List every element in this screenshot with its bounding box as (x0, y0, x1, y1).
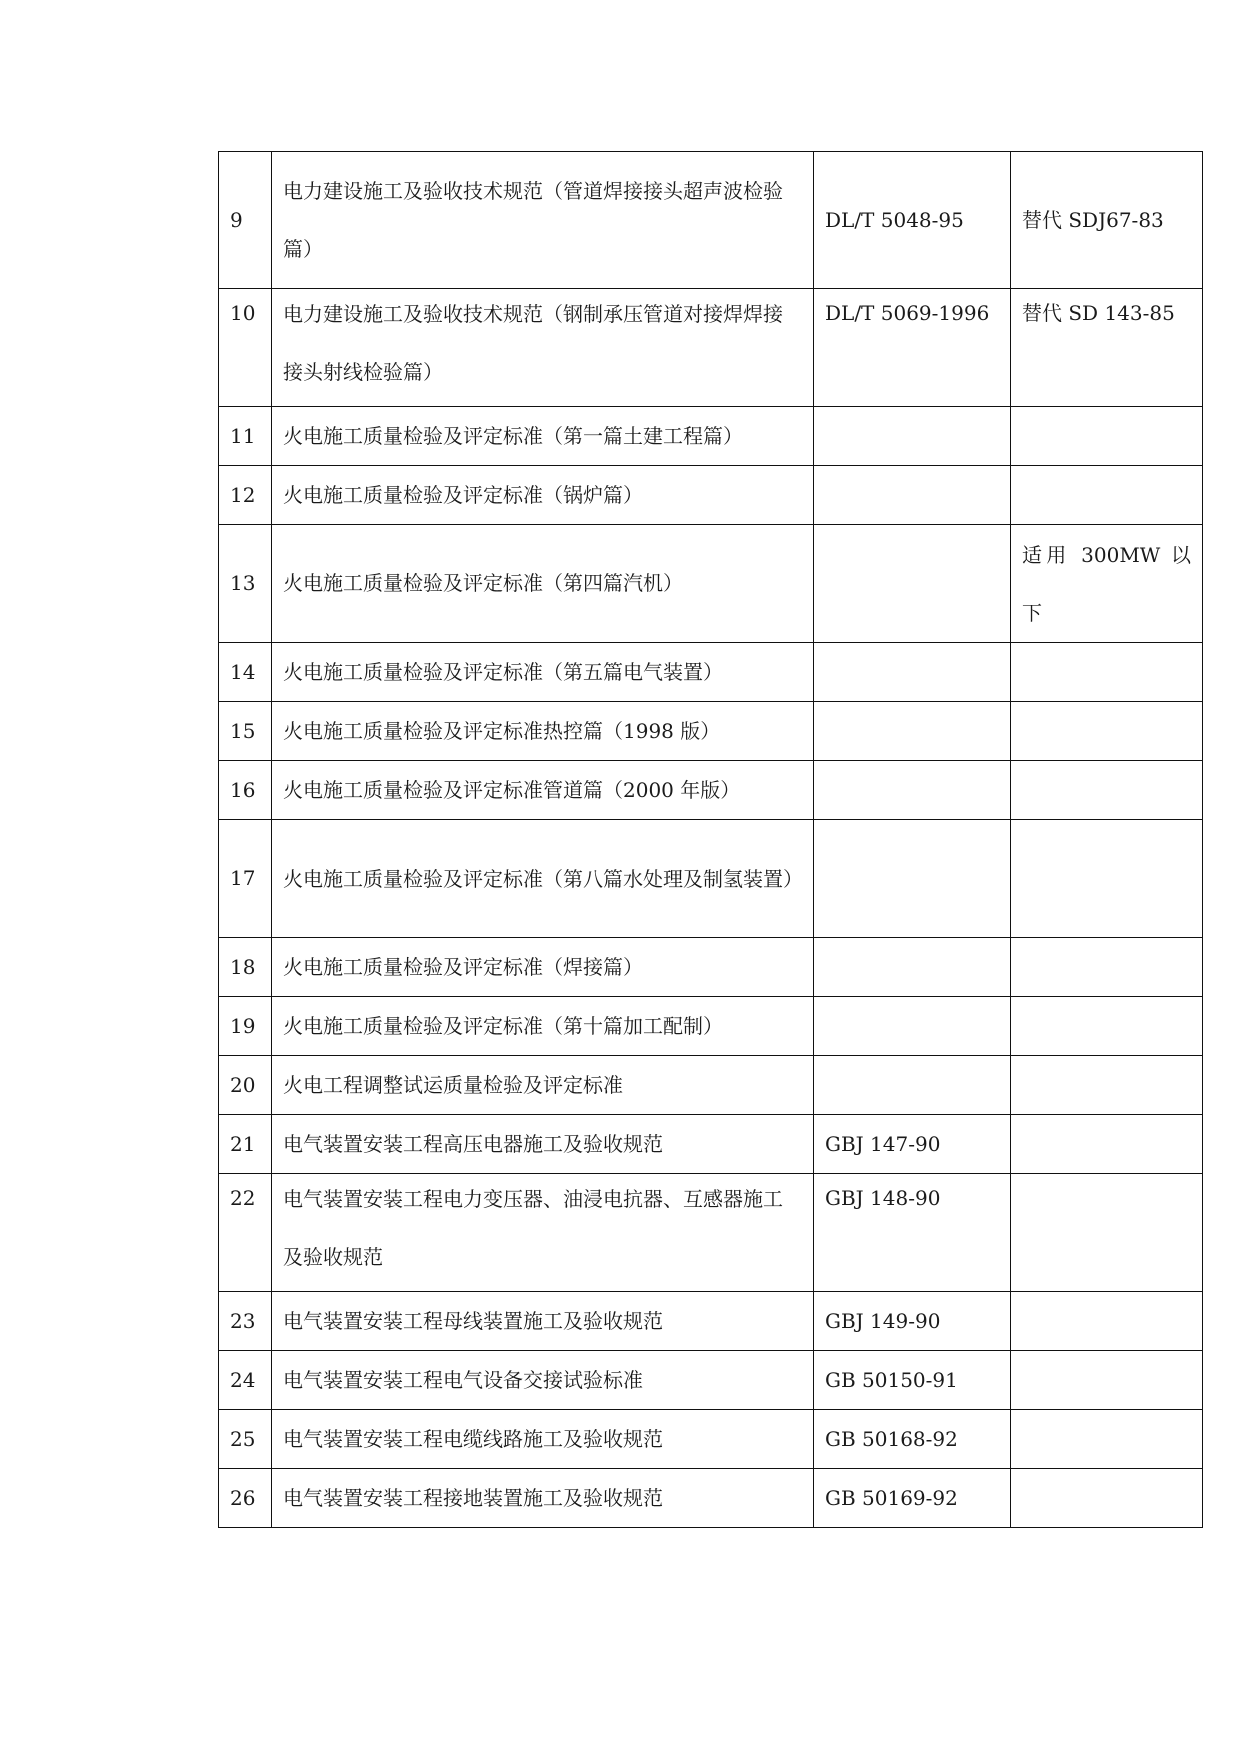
standard-name: 火电施工质量检验及评定标准（第十篇加工配制） (272, 997, 814, 1056)
table-row (219, 1351, 1203, 1410)
table-row (219, 702, 1203, 761)
standard-name (272, 820, 814, 938)
row-number: 21 (219, 1115, 272, 1174)
row-number: 13 (219, 525, 272, 643)
standard-note (1011, 1292, 1203, 1351)
row-number: 23 (219, 1292, 272, 1351)
table-row (219, 1056, 1203, 1115)
standard-code: GBJ 148-90 (814, 1174, 1011, 1292)
standard-code (814, 938, 1011, 997)
standard-name: 火电施工质量检验及评定标准（第五篇电气装置） (272, 643, 814, 702)
standard-note (1011, 820, 1203, 938)
standard-note (1011, 1174, 1203, 1292)
row-number: 15 (219, 702, 272, 761)
standard-code: GBJ 147-90 (814, 1115, 1011, 1174)
standard-name-text: 电气装置安装工程电力变压器、油浸电抗器、互感器施工及验收规范 (283, 1187, 783, 1269)
standard-name (272, 289, 814, 407)
row-number: 9 (219, 152, 272, 289)
standard-code (814, 702, 1011, 761)
standard-name: 火电施工质量检验及评定标准（第一篇土建工程篇） (272, 407, 814, 466)
standard-note (1011, 525, 1203, 643)
standard-note (1011, 407, 1203, 466)
standard-code (814, 761, 1011, 820)
standard-name-text: 电力建设施工及验收技术规范（管道焊接接头超声波检验篇） (283, 179, 783, 261)
table-row (219, 997, 1203, 1056)
standard-code: GB 50168-92 (814, 1410, 1011, 1469)
row-number: 11 (219, 407, 272, 466)
standard-name-text: 火电施工质量检验及评定标准（第八篇水处理及制氢装置） (283, 866, 803, 891)
standard-name: 火电施工质量检验及评定标准（焊接篇） (272, 938, 814, 997)
standard-note (1011, 1351, 1203, 1410)
row-number: 24 (219, 1351, 272, 1410)
standard-code (814, 525, 1011, 643)
standard-name: 火电工程调整试运质量检验及评定标准 (272, 1056, 814, 1115)
table-row (219, 820, 1203, 938)
row-number: 18 (219, 938, 272, 997)
standard-name (272, 152, 814, 289)
standard-note (1011, 938, 1203, 997)
standard-name: 电气装置安装工程高压电器施工及验收规范 (272, 1115, 814, 1174)
standard-note: 替代 SDJ67-83 (1011, 152, 1203, 289)
row-number: 19 (219, 997, 272, 1056)
standard-code: GB 50150-91 (814, 1351, 1011, 1410)
standard-code (814, 1056, 1011, 1115)
row-number: 20 (219, 1056, 272, 1115)
row-number: 16 (219, 761, 272, 820)
table-row (219, 289, 1203, 407)
table-row (219, 1174, 1203, 1292)
table-row (219, 152, 1203, 289)
standard-code: DL/T 5048-95 (814, 152, 1011, 289)
standard-name-text: 电力建设施工及验收技术规范（钢制承压管道对接焊焊接接头射线检验篇） (283, 302, 783, 384)
standard-name: 火电施工质量检验及评定标准热控篇（1998 版） (272, 702, 814, 761)
standard-note (1011, 466, 1203, 525)
row-number: 10 (219, 289, 272, 407)
row-number: 25 (219, 1410, 272, 1469)
table-row (219, 1115, 1203, 1174)
standard-name: 火电施工质量检验及评定标准（第四篇汽机） (272, 525, 814, 643)
row-number: 26 (219, 1469, 272, 1528)
standard-name: 电气装置安装工程接地装置施工及验收规范 (272, 1469, 814, 1528)
standard-code (814, 643, 1011, 702)
standard-code: DL/T 5069-1996 (814, 289, 1011, 407)
standard-name: 电气装置安装工程母线装置施工及验收规范 (272, 1292, 814, 1351)
row-number: 17 (219, 820, 272, 938)
standard-note-text: 适用 300MW 以下 (1022, 542, 1191, 625)
standards-table (218, 151, 1203, 1528)
standard-code (814, 820, 1011, 938)
standard-note (1011, 643, 1203, 702)
standard-code (814, 997, 1011, 1056)
table-row (219, 761, 1203, 820)
standard-code: GB 50169-92 (814, 1469, 1011, 1528)
table-row (219, 407, 1203, 466)
standard-note (1011, 1469, 1203, 1528)
standard-note (1011, 761, 1203, 820)
standard-name (272, 1174, 814, 1292)
row-number: 14 (219, 643, 272, 702)
standard-name: 火电施工质量检验及评定标准（锅炉篇） (272, 466, 814, 525)
standard-note (1011, 1056, 1203, 1115)
standard-name: 电气装置安装工程电缆线路施工及验收规范 (272, 1410, 814, 1469)
standard-code: GBJ 149-90 (814, 1292, 1011, 1351)
standard-note (1011, 997, 1203, 1056)
row-number: 12 (219, 466, 272, 525)
table-row (219, 1410, 1203, 1469)
standard-note: 替代 SD 143-85 (1011, 289, 1203, 407)
standard-note (1011, 1115, 1203, 1174)
standard-note (1011, 1410, 1203, 1469)
table-row (219, 1469, 1203, 1528)
table-row (219, 525, 1203, 643)
standard-code (814, 466, 1011, 525)
table-row (219, 1292, 1203, 1351)
row-number: 22 (219, 1174, 272, 1292)
standard-name: 火电施工质量检验及评定标准管道篇（2000 年版） (272, 761, 814, 820)
table-row (219, 466, 1203, 525)
standard-code (814, 407, 1011, 466)
standard-name: 电气装置安装工程电气设备交接试验标准 (272, 1351, 814, 1410)
table-row (219, 643, 1203, 702)
table-row (219, 938, 1203, 997)
standard-note (1011, 702, 1203, 761)
